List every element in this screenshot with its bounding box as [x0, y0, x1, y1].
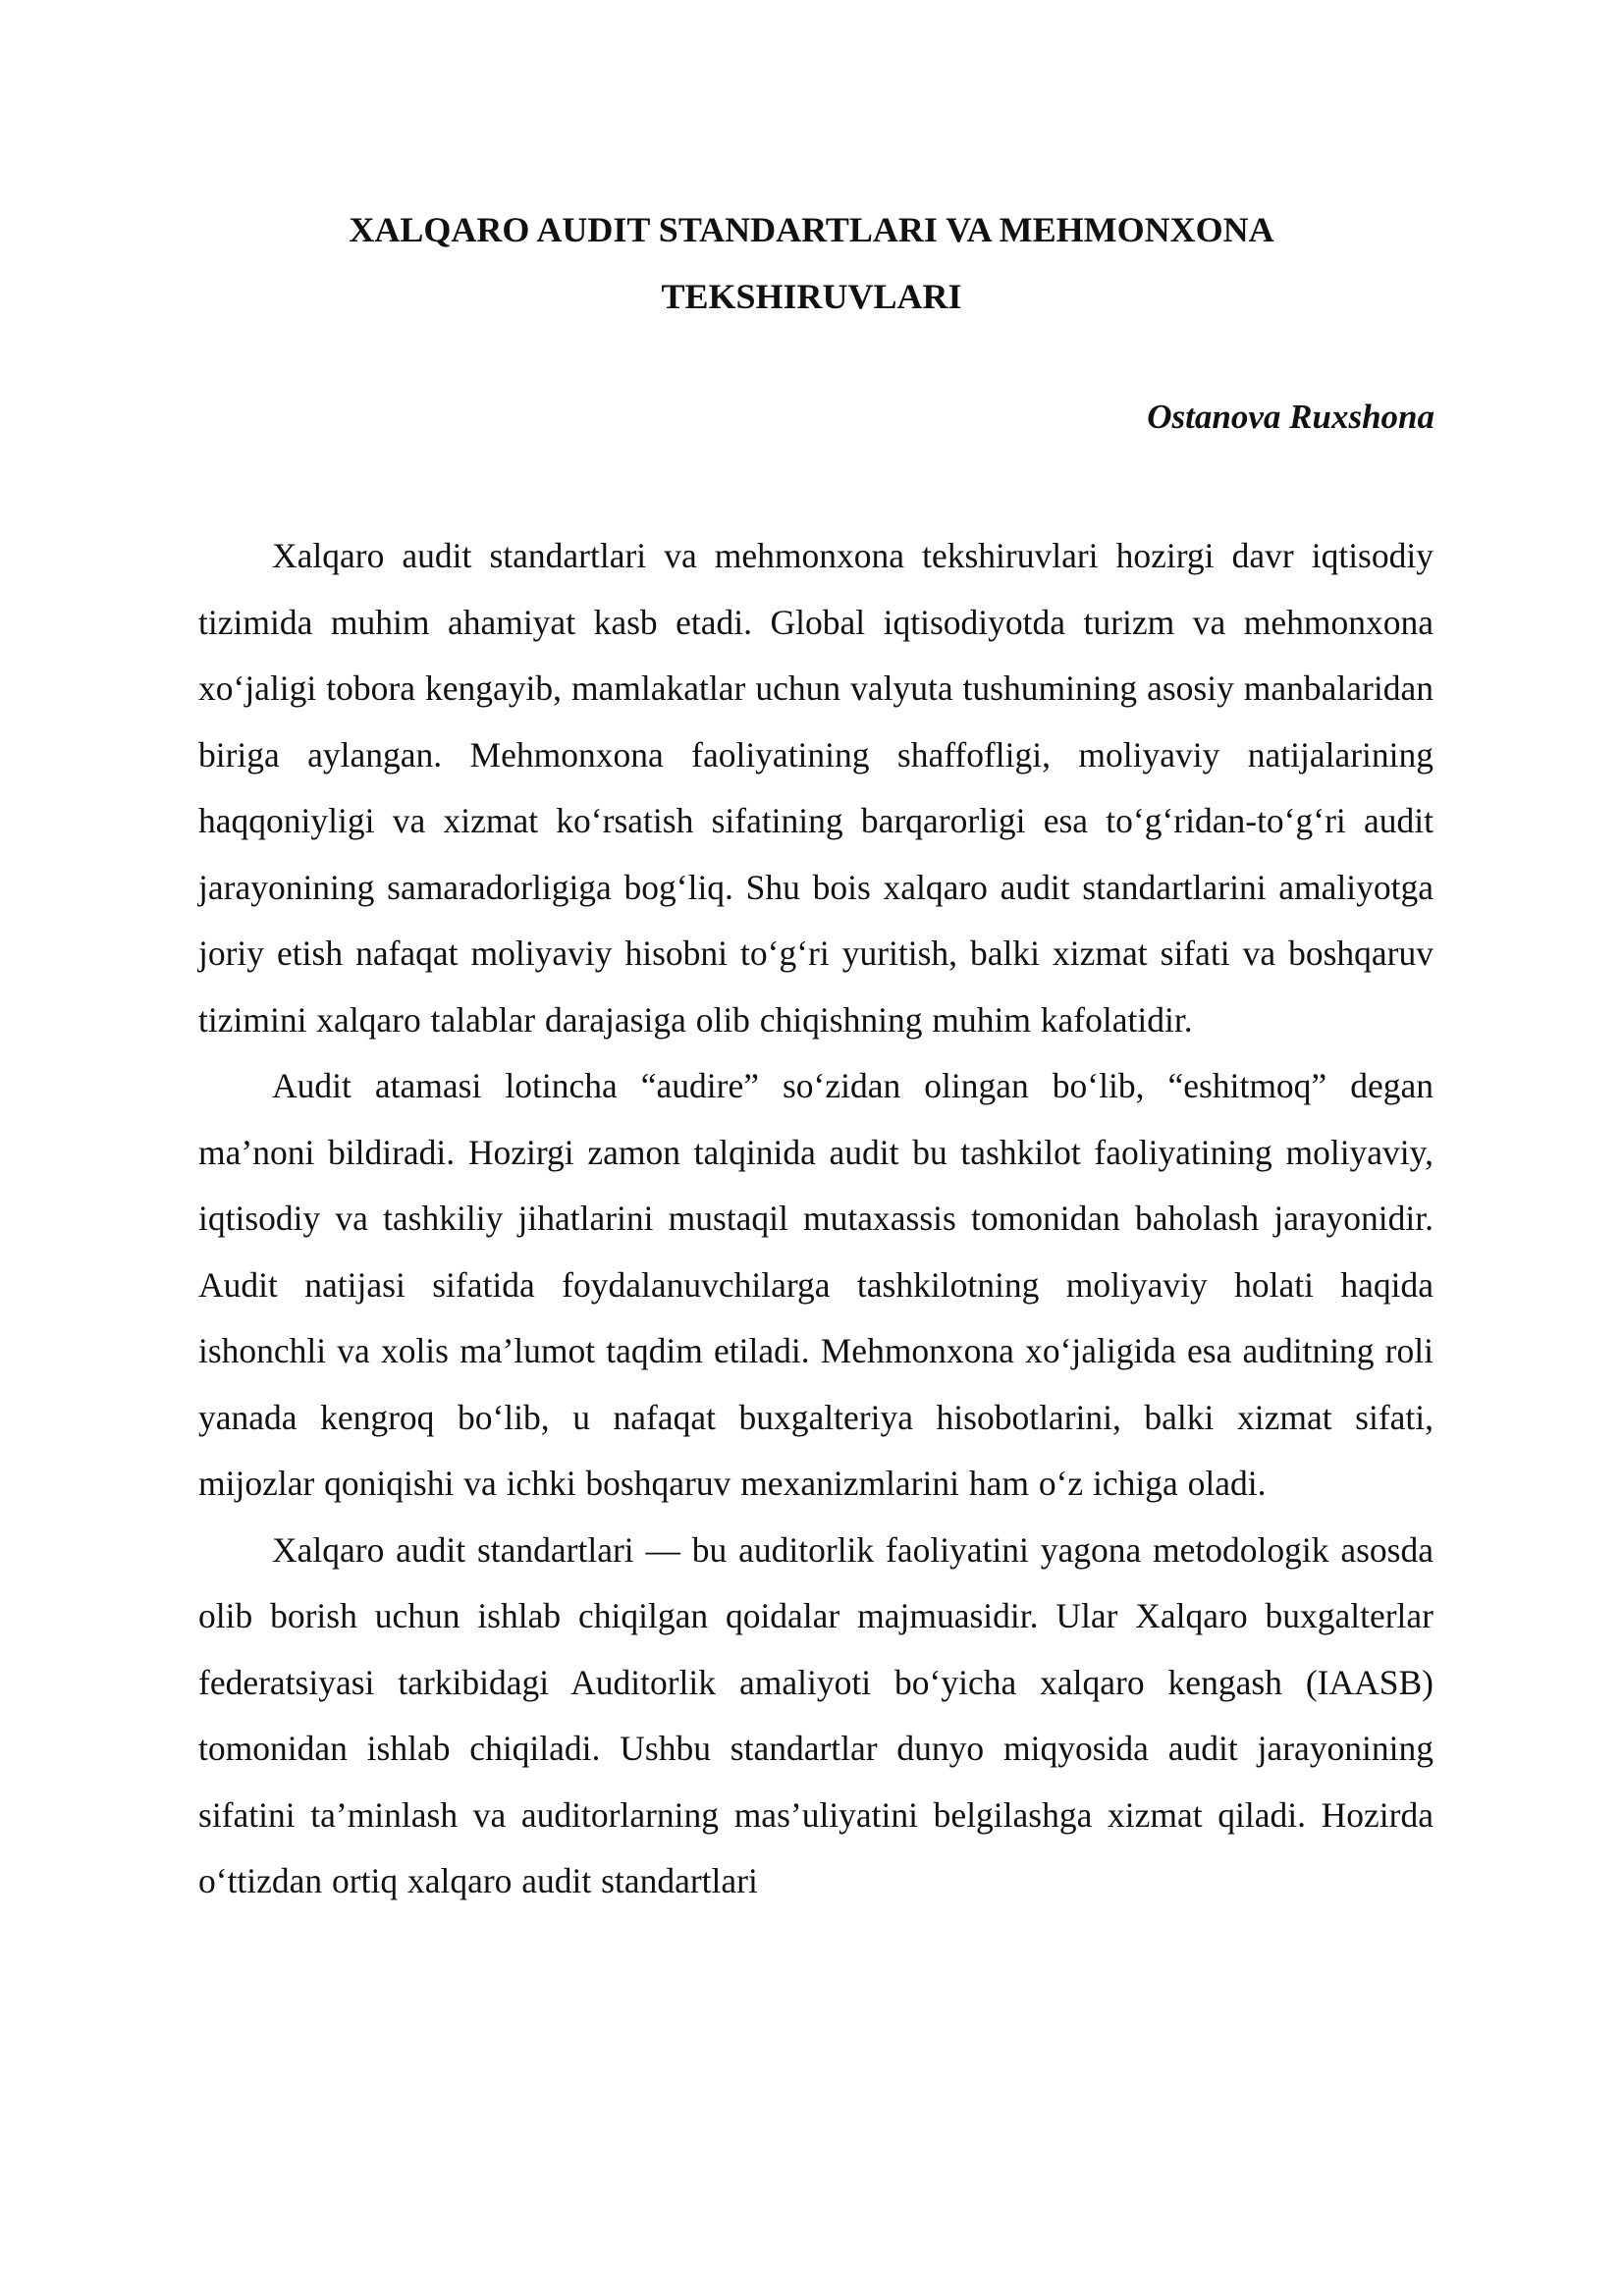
author-name: Ostanova Ruxshona	[1147, 398, 1434, 436]
title-line-2: TEKSHIRUVLARI	[661, 277, 962, 316]
paragraph-3: Xalqaro audit standartlari — bu auditorlik faoliyatini yagona metodologik asosda olib borish uchun ishlab chiqilgan qoidalar majmuasidir. Ular Xalqaro buxgalterlar federatsiyasi tarkibidagi Auditorlik amaliyoti bo‘yicha xalqaro kengash (IAASB) tomonidan ishlab chiqiladi. Ushbu standartlar dunyo miqyosida audit jarayonining sifatini ta’minlash va auditorlarning mas’uliyatini belgilashga xizmat qiladi. Hozirda o‘ttizdan ortiq xalqaro audit standartlari	[198, 1529, 1434, 1900]
paragraph-1: Xalqaro audit standartlari va mehmonxona tekshiruvlari hozirgi davr iqtisodiy tizimida muhim ahamiyat kasb etadi. Global iqtisodiyotda turizm va mehmonxona xo‘jaligi tobora kengayib, mamlakatlar uchun valyuta tushumining asosiy manbalaridan biriga aylangan. Mehmonxona faoliyatining shaffofligi, moliyaviy natijalarining haqqoniyligi va xizmat ko‘rsatish sifatining barqarorligi esa to‘g‘ridan-to‘g‘ri audit jarayonining samaradorligiga bog‘liq. Shu bois xalqaro audit standartlarini amaliyotga joriy etish nafaqat moliyaviy hisobni to‘g‘ri yuritish, balki xizmat sifati va boshqaruv tizimini xalqaro talablar darajasiga olib chiqishning muhim kafolatidir.	[198, 536, 1434, 1040]
body-text	[198, 523, 1434, 1915]
title-line-1: XALQARO AUDIT STANDARTLARI VA MEHMONXONA	[349, 210, 1274, 249]
document-title	[198, 196, 1425, 330]
paragraph-2: Audit atamasi lotincha “audire” so‘zidan olingan bo‘lib, “eshitmoq” degan ma’noni bildiradi. Hozirgi zamon talqinida audit bu tashkilot faoliyatining moliyaviy, iqtisodiy va tashkiliy jihatlarini mustaqil mutaxassis tomonidan baholash jarayonidir. Audit natijasi sifatida foydalanuvchilarga tashkilotning moliyaviy holati haqida ishonchli va xolis ma’lumot taqdim etiladi. Mehmonxona xo‘jaligida esa auditning roli yanada kengroq bo‘lib, u nafaqat buxgalteriya hisobotlarini, balki xizmat sifati, mijozlar qoniqishi va ichki boshqaruv mexanizmlarini ham o‘z ichiga oladi.	[198, 1066, 1434, 1503]
